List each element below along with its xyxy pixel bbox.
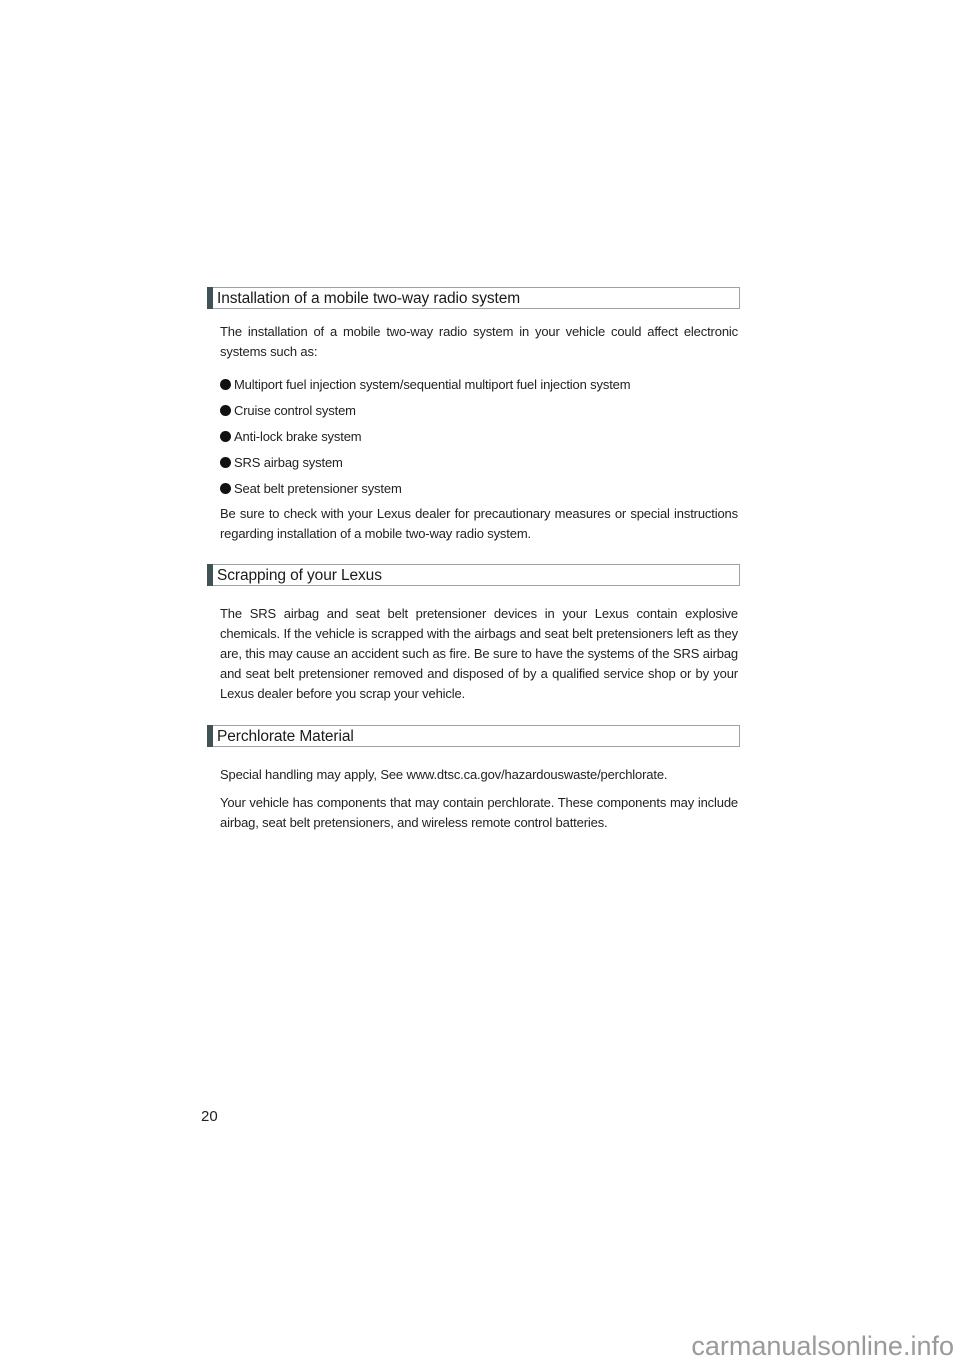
paragraph: Be sure to check with your Lexus dealer for precautionary measures or special instructions regarding installation of a mobile two-way radio system. bbox=[220, 506, 738, 541]
bullet-item bbox=[220, 401, 356, 421]
bullet-item bbox=[220, 453, 343, 473]
bullet-item bbox=[220, 375, 630, 395]
bullet-text: Seat belt pretensioner system bbox=[234, 481, 402, 496]
paragraph: The SRS airbag and seat belt pretensioner devices in your Lexus contain explosive chemicals. If the vehicle is scrapped with the airbags and seat belt pretensioners left as they are, this may cause an accident such as fire. Be sure to have the systems of the SRS airbag and seat belt pretensioner removed and disposed of by a qualified service shop or by your Lexus dealer before you scrap your vehicle. bbox=[220, 606, 738, 701]
section-header-scrapping bbox=[207, 564, 740, 586]
bullet-icon bbox=[220, 457, 231, 468]
watermark: carmanualsonline.info bbox=[691, 1331, 954, 1358]
section-title: Scrapping of your Lexus bbox=[217, 567, 382, 584]
section-header-perchlorate bbox=[207, 725, 740, 747]
bullet-text: Anti-lock brake system bbox=[234, 429, 362, 444]
section-header-radio bbox=[207, 287, 740, 309]
bullet-item bbox=[220, 427, 361, 447]
bullet-text: Multiport fuel injection system/sequential multiport fuel injection system bbox=[234, 377, 631, 392]
paragraph: Your vehicle has components that may contain perchlorate. These components may include airbag, seat belt pretensioners, and wireless remote control batteries. bbox=[220, 795, 738, 830]
bullet-text: SRS airbag system bbox=[234, 455, 343, 470]
paragraph: Special handling may apply, See www.dtsc.ca.gov/hazardouswaste/perchlorate. bbox=[220, 767, 668, 782]
header-accent-bar bbox=[207, 287, 213, 309]
header-accent-bar bbox=[207, 725, 213, 747]
bullet-icon bbox=[220, 379, 231, 390]
section-title: Installation of a mobile two-way radio system bbox=[217, 290, 521, 307]
bullet-item bbox=[220, 479, 402, 499]
section-title: Perchlorate Material bbox=[217, 728, 354, 745]
page-number: 20 bbox=[201, 1108, 218, 1125]
bullet-icon bbox=[220, 405, 231, 416]
bullet-icon bbox=[220, 483, 231, 494]
bullet-icon bbox=[220, 431, 231, 442]
header-accent-bar bbox=[207, 564, 213, 586]
bullet-text: Cruise control system bbox=[234, 403, 356, 418]
paragraph: The installation of a mobile two-way radio system in your vehicle could affect electronic systems such as: bbox=[220, 324, 738, 359]
